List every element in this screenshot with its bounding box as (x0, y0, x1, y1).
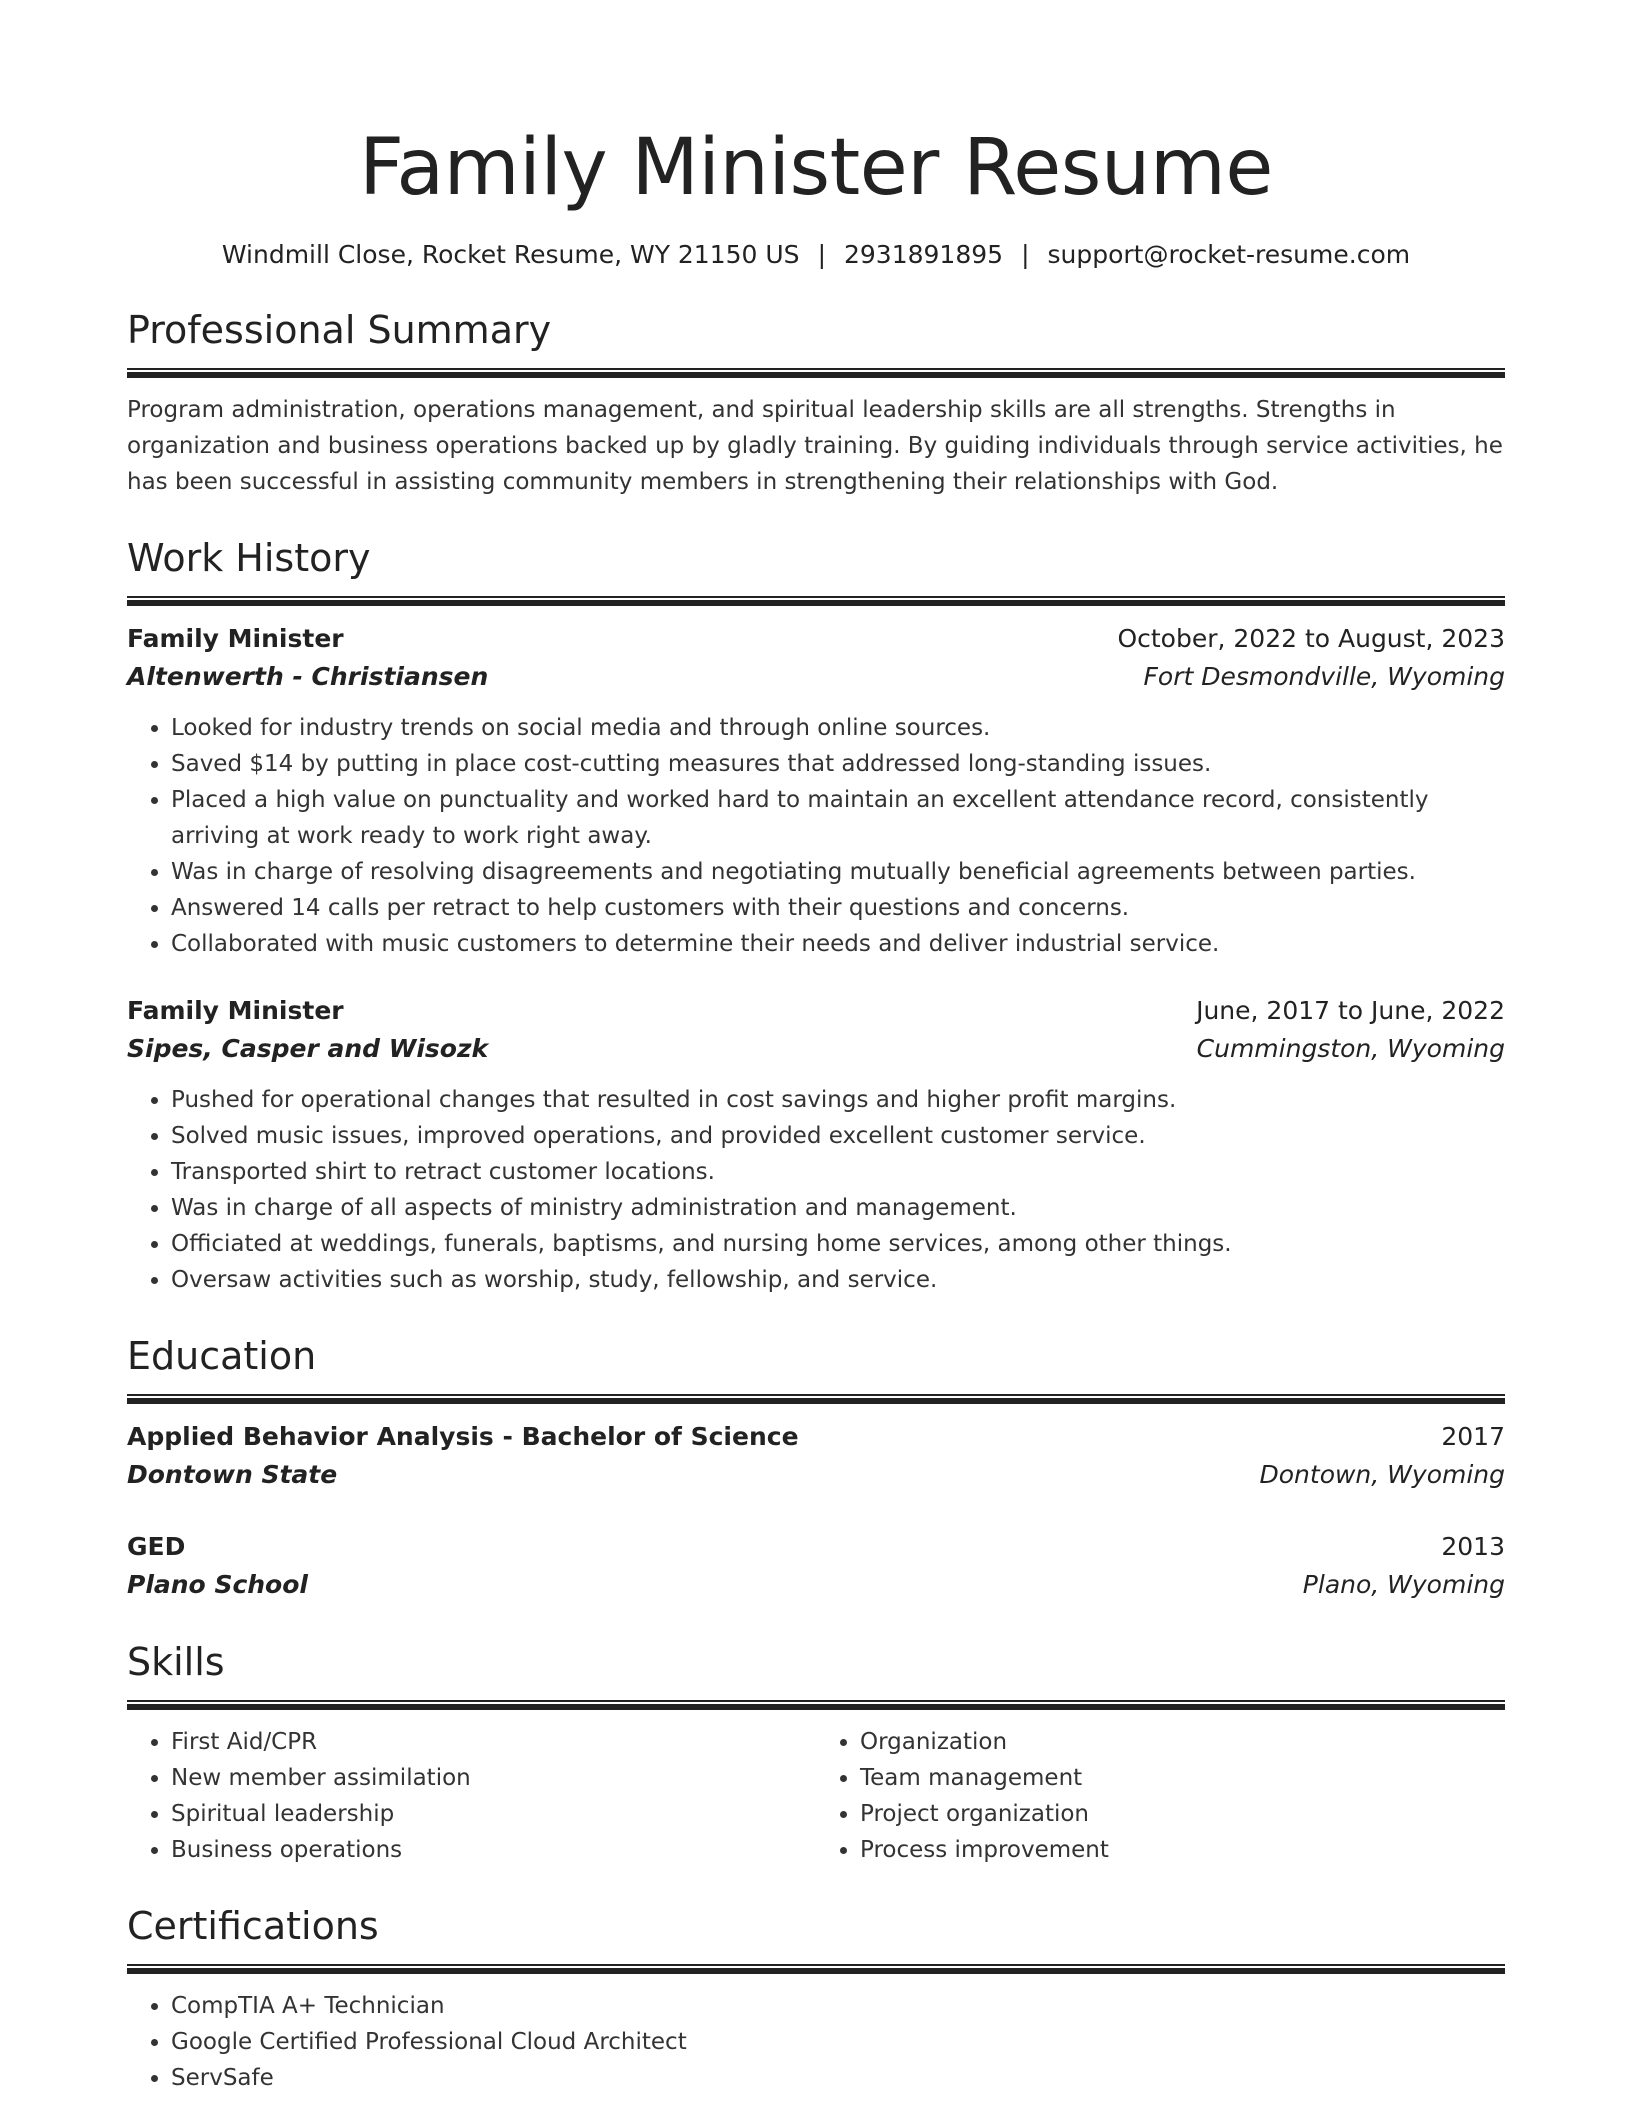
certification-item: • CompTIA A+ Technician (171, 1988, 1505, 2024)
job-bullet: • Transported shirt to retract customer locations. (171, 1154, 1505, 1190)
job-entry (127, 992, 1505, 1298)
skill-item: • Spiritual leadership (171, 1796, 816, 1832)
education-location: Plano, Wyoming (1302, 1570, 1505, 1599)
job-bullets (127, 710, 1505, 962)
education-section (127, 1332, 1505, 1604)
skill-item: • First Aid/CPR (171, 1724, 816, 1760)
certification-item: • Google Certified Professional Cloud Architect (171, 2024, 1505, 2060)
section-divider (127, 1964, 1505, 1974)
education-school-row (127, 1456, 1505, 1494)
education-entry (127, 1418, 1505, 1494)
job-bullet: • Officiated at weddings, funerals, baptisms, and nursing home services, among other things. (171, 1226, 1505, 1262)
certifications-section (127, 1902, 1505, 2096)
job-company: Altenwerth - Christiansen (127, 662, 489, 691)
education-school: Plano School (127, 1570, 308, 1599)
skill-item: • Organization (860, 1724, 1505, 1760)
summary-text: Program administration, operations management, and spiritual leadership skills are all strengths. Strengths in organization and business operations backed up by gladly training. By guiding individuals through service activities, he has been successful in assisting community members in strengthening their relationships with God. (127, 397, 1503, 495)
job-bullet: • Saved $14 by putting in place cost-cutting measures that addressed long-standing issues. (171, 746, 1505, 782)
education-degree: GED (127, 1532, 186, 1561)
job-bullet: • Looked for industry trends on social media and through online sources. (171, 710, 1505, 746)
job-dates: October, 2022 to August, 2023 (1117, 624, 1505, 653)
section-title-skills: Skills (127, 1640, 225, 1684)
summary-section (127, 306, 1505, 500)
contact-separator: | (817, 240, 826, 269)
skills-section (127, 1638, 1505, 1868)
job-dates: June, 2017 to June, 2022 (1196, 996, 1505, 1025)
section-divider (127, 596, 1505, 606)
job-bullet: • Answered 14 calls per retract to help customers with their questions and concerns. (171, 890, 1505, 926)
section-title-certifications: Certifications (127, 1904, 379, 1948)
skill-item: • Business operations (171, 1832, 816, 1868)
skills-list-right (816, 1724, 1505, 1868)
certification-item: • ServSafe (171, 2060, 1505, 2096)
job-bullet: • Collaborated with music customers to determine their needs and deliver industrial service. (171, 926, 1505, 962)
contact-line (127, 238, 1505, 272)
job-company-row (127, 658, 1505, 696)
contact-address: Windmill Close, Rocket Resume, WY 21150 US (221, 240, 800, 269)
education-degree: Applied Behavior Analysis - Bachelor of Science (127, 1422, 799, 1451)
job-title: Family Minister (127, 624, 344, 653)
section-title-summary: Professional Summary (127, 308, 552, 352)
section-divider (127, 368, 1505, 378)
work-history-section (127, 534, 1505, 1298)
job-bullet: • Solved music issues, improved operations, and provided excellent customer service. (171, 1118, 1505, 1154)
education-header-row (127, 1418, 1505, 1456)
contact-phone: 2931891895 (844, 240, 1004, 269)
job-location: Fort Desmondville, Wyoming (1143, 662, 1505, 691)
resume-title: Family Minister Resume (359, 123, 1273, 213)
education-header-row (127, 1528, 1505, 1566)
skills-grid (127, 1724, 1505, 1868)
job-bullet: • Was in charge of resolving disagreements and negotiating mutually beneficial agreements between parties. (171, 854, 1505, 890)
job-bullet: • Pushed for operational changes that resulted in cost savings and higher profit margins. (171, 1082, 1505, 1118)
job-company-row (127, 1030, 1505, 1068)
job-bullet: • Was in charge of all aspects of ministry administration and management. (171, 1190, 1505, 1226)
section-title-education: Education (127, 1334, 317, 1378)
education-entry (127, 1528, 1505, 1604)
education-school-row (127, 1566, 1505, 1604)
contact-email: support@rocket-resume.com (1047, 240, 1411, 269)
section-divider (127, 1394, 1505, 1404)
job-bullet: • Oversaw activities such as worship, study, fellowship, and service. (171, 1262, 1505, 1298)
skill-item: • Project organization (860, 1796, 1505, 1832)
contact-separator: | (1021, 240, 1030, 269)
skill-item: • Team management (860, 1760, 1505, 1796)
job-title: Family Minister (127, 996, 344, 1025)
education-location: Dontown, Wyoming (1259, 1460, 1505, 1489)
job-header-row (127, 992, 1505, 1030)
section-title-work-history: Work History (127, 536, 371, 580)
job-bullets (127, 1082, 1505, 1298)
skill-item: • Process improvement (860, 1832, 1505, 1868)
job-location: Cummingston, Wyoming (1196, 1034, 1505, 1063)
job-bullet: • Placed a high value on punctuality and worked hard to maintain an excellent attendance record, consistently arriving at work ready to work right away. (171, 782, 1505, 854)
section-divider (127, 1700, 1505, 1710)
skills-list-left (127, 1724, 816, 1868)
job-company: Sipes, Casper and Wisozk (127, 1034, 489, 1063)
job-header-row (127, 620, 1505, 658)
education-school: Dontown State (127, 1460, 338, 1489)
job-entry (127, 620, 1505, 962)
skill-item: • New member assimilation (171, 1760, 816, 1796)
education-year: 2017 (1441, 1422, 1505, 1451)
education-year: 2013 (1441, 1532, 1505, 1561)
certifications-list (127, 1988, 1505, 2096)
